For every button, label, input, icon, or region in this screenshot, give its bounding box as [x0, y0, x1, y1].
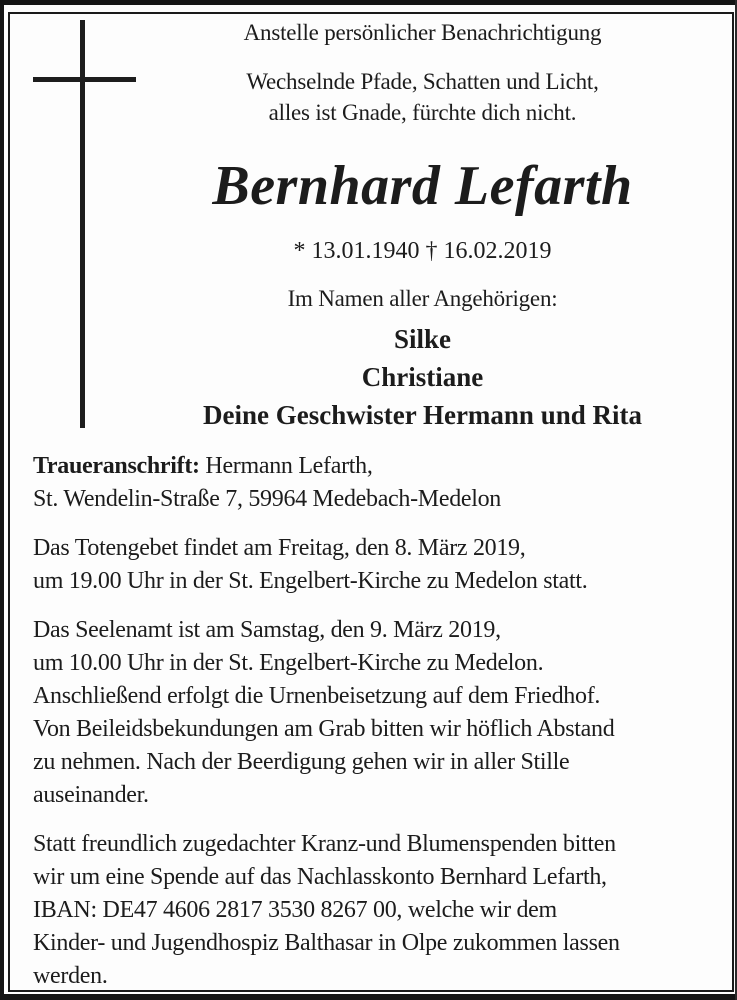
deceased-name: Bernhard Lefarth — [212, 155, 633, 217]
mourner-name: Silke — [393, 324, 452, 354]
totengebet-paragraph — [33, 532, 720, 598]
donation-line: werden. — [33, 963, 108, 989]
seelenamt-line: um 10.00 Uhr in der St. Engelbert-Kirche zu Medelon. — [33, 650, 544, 676]
mourner-name: Christiane — [361, 362, 484, 392]
clipping-edge-top — [0, 0, 737, 5]
seelenamt-line: Anschließend erfolgt die Urnenbeisetzung auf dem Friedhof. — [33, 683, 601, 709]
address-paragraph — [33, 450, 720, 516]
totengebet-line: Das Totengebet findet am Freitag, den 8. März 2019, — [33, 535, 526, 561]
totengebet-line: um 19.00 Uhr in der St. Engelbert-Kirche zu Medelon statt. — [33, 568, 588, 594]
seelenamt-paragraph — [33, 614, 720, 812]
verse-line: alles ist Gnade, fürchte dich nicht. — [268, 100, 577, 125]
donation-paragraph — [33, 828, 720, 993]
on-behalf-line: Im Namen aller Angehörigen: — [287, 286, 558, 311]
donation-line: IBAN: DE47 4606 2817 3530 8267 00, welche wir dem — [33, 897, 557, 923]
address-name: Hermann Lefarth, — [199, 453, 373, 479]
donation-line: wir um eine Spende auf das Nachlasskonto Bernhard Lefarth, — [33, 864, 607, 890]
address-label: Traueranschrift: — [33, 453, 200, 479]
header-block — [135, 16, 710, 434]
donation-line: Kinder- und Jugendhospiz Balthasar in Olpe zukommen lassen — [33, 930, 620, 956]
address-line-2: St. Wendelin-Straße 7, 59964 Medebach-Medelon — [33, 486, 502, 512]
clipping-edge-bottom — [0, 994, 737, 1000]
notice-content — [10, 16, 732, 990]
seelenamt-line: auseinander. — [33, 782, 149, 808]
intro-line: Anstelle persönlicher Benachrichtigung — [243, 20, 602, 45]
mourner-name: Deine Geschwister Hermann und Rita — [203, 400, 642, 430]
address-line-1 — [33, 450, 720, 483]
seelenamt-line: Von Beileidsbekundungen am Grab bitten wir höflich Abstand — [33, 716, 615, 742]
life-dates: * 13.01.1940 † 16.02.2019 — [293, 238, 552, 264]
clipping-edge-left — [0, 0, 4, 1000]
verse-block — [135, 66, 710, 128]
seelenamt-line: Das Seelenamt ist am Samstag, den 9. März 2019, — [33, 617, 501, 643]
seelenamt-line: zu nehmen. Nach der Beerdigung gehen wir in aller Stille — [33, 749, 570, 775]
verse-line: Wechselnde Pfade, Schatten und Licht, — [246, 69, 599, 94]
body-block — [33, 450, 720, 993]
mourners-list — [135, 320, 710, 434]
donation-line: Statt freundlich zugedachter Kranz-und Blumenspenden bitten — [33, 831, 616, 857]
